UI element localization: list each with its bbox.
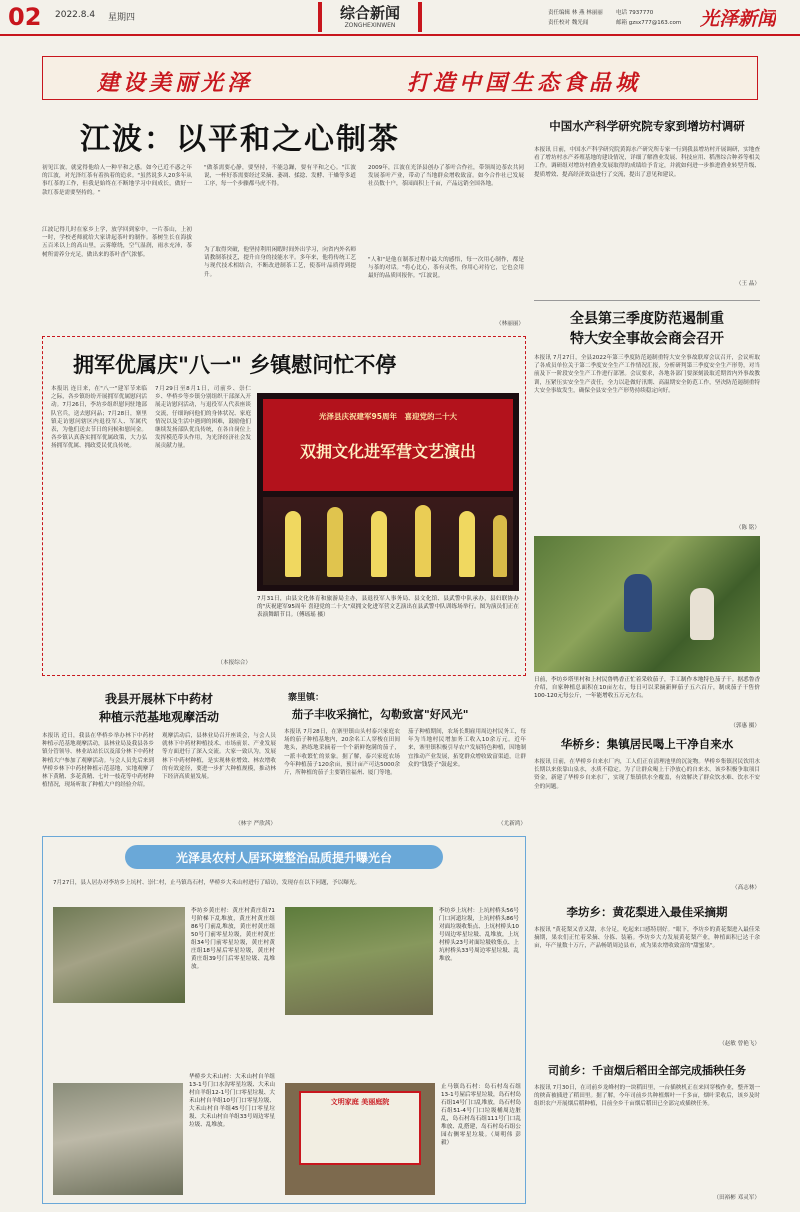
article-byline: （王 晶） bbox=[735, 281, 760, 287]
article-tianjian bbox=[534, 536, 760, 732]
article-yongjun bbox=[42, 336, 526, 676]
article-byline: （尤新鸿） bbox=[498, 821, 526, 827]
article-byline: （本报综合） bbox=[217, 660, 251, 666]
article-yaocai bbox=[42, 686, 276, 832]
article-siqian bbox=[534, 1060, 760, 1206]
article-para: "人和"是他在制茶过程中最大的感悟，每一次用心制作，都是与茶的对话。"将心比心，茶有灵性，你用心对待它，它也会用最好的品质回报你。"江波说。 bbox=[368, 257, 524, 280]
slogan-banner bbox=[42, 56, 758, 100]
masthead-rule bbox=[0, 34, 800, 36]
article-huanjing bbox=[42, 836, 526, 1204]
article-jiangbo bbox=[42, 104, 526, 330]
article-byline: （高志林） bbox=[732, 885, 760, 891]
article-byline: （林丽丽） bbox=[496, 321, 524, 327]
exposure-photo-1 bbox=[53, 907, 185, 1003]
notice-board bbox=[299, 1091, 421, 1165]
article-lifang bbox=[534, 904, 760, 1054]
dancer-figure bbox=[371, 511, 387, 577]
dancer-figure bbox=[493, 515, 507, 577]
phone-info: 电话 7937770 bbox=[616, 10, 654, 16]
article-body-right: 7月29日至8月1日，司前乡、崇仁乡、华桥乡等乡镇分别组织干部深入开展走访慰问活动，与退役军人代表座谈交流，仔细询问他们的身体状况、家庭情况以及生活中遇到的困难，鼓励他们继续发扬部队优良传统，在各自岗位上发挥模范带头作用，为光泽经济社会发展贡献力量。 bbox=[155, 386, 251, 450]
stage-photo bbox=[257, 393, 519, 591]
article-body: 本报讯 日前，中国水产科学研究院黄海水产研究所专家一行到我县增坊村开展调研，实地查看了增坊村水产养殖基地的建设情况，详细了解渔业发展、科技应用、稻渔综合种养等相关工作。调研组对增坊村渔业发展取得的成绩给予肯定，并就如何进一步推进渔业转型升级、提质增效、提高经济效益进行了交流，提出了意见和建议。 bbox=[534, 147, 760, 178]
photo-caption: 日前，李坊乡塔里村和上村民鲁鸭香正忙着采收茄子，手工制作本地特色茄子干。据悉鲁香介绍，自家种植总面积在10亩左右，每日可以采摘新鲜茄子五六百斤，制成茄子干售价100-120元每公斤，一年能增收五万元左右。 bbox=[534, 677, 760, 699]
article-para: 初见江波，就觉得他给人一种平和之感。如今已近不惑之年的江波，对光泽红茶有着执着的追求。"虽然说多人20多年从事红茶的工作，但我是始终在不断地学习中间成长，做好一款红茶是需要坚持的。" bbox=[42, 165, 192, 196]
notice-board-title: 文明家庭 美丽庭院 bbox=[330, 1098, 390, 1106]
article-title: 光泽县农村人居环境整治品质提升曝光台 bbox=[175, 851, 392, 865]
article-title: 拥军优属庆"八一" 乡镇慰问忙不停 bbox=[73, 352, 397, 377]
article-huaqiao bbox=[534, 736, 760, 896]
article-body: 本报讯 "黄花梨又香又甜，水分足，吃起来口感特别好。"眼下，李坊乡的黄花梨进入最佳采摘期，果农们正忙着采摘、分拣、装箱。李坊乡大力发展黄花梨产业，种植面积已达千余亩，年产量数十万斤，产品畅销周边县市，成为果农增收致富的"甜蜜果"。 bbox=[534, 927, 760, 950]
photo-caption: 7月31日，由县文化体育和旅游局主办，县退役军人事务局、县文化馆、县武警中队承办，县妇联协办的"庆祝建军95周年 喜迎党的二十大"双拥文化进军营文艺演出在县武警中队训练场举行。图为演员们正在表演舞蹈节目。（傅瑶瑶 摄） bbox=[257, 596, 519, 618]
article-byline: （陈 铭） bbox=[735, 525, 760, 531]
article-title-line2: 特大安全事故会商会召开 bbox=[570, 331, 724, 347]
exposure-title-bar bbox=[125, 845, 443, 869]
stage-backdrop bbox=[263, 399, 513, 491]
article-body-right: 茄子种植期间，农场长期雇用周边村民务工，每年为当地村民增加务工收入10余万元。近年来，寨里镇积极引导农户发展特色种植，因地制宜推动产业发展，拓宽群众增收致富渠道，让群众的"钱袋子"鼓起来。 bbox=[408, 729, 526, 768]
stage-banner-top: 光泽县庆祝建军95周年 喜迎党的二十大 bbox=[319, 412, 457, 421]
slogan-right: 打造中国生态食品城 bbox=[407, 70, 642, 96]
article-para: "做茶需要心静，要坚持，不能急躁，要有平和之心。"江波说，一杯好茶需要经过采摘、萎凋、揉捻、发酵、干燥等多道工序，每一个步骤都马虎不得。 bbox=[204, 165, 356, 188]
article-title: 江波：以平和之心制茶 bbox=[80, 122, 400, 157]
date: 2022.8.4 bbox=[55, 10, 96, 20]
column-divider bbox=[534, 300, 760, 301]
article-para: 2009年，江波在光泽县创办了茶叶合作社，带领周边茶农共同发展茶叶产业，带动了当地群众增收致富。如今合作社已发展社员数十户，茶园面积上千亩，产品远销全国各地。 bbox=[368, 165, 524, 188]
photo-caption: 李坊乡黄庄村：黄庄村黄庄组71号阶梯下乱堆放，黄庄村黄庄组86号门前乱堆放，黄庄村黄庄组50号门前零星垃圾，黄庄村黄庄组34号门前零星垃圾，黄庄村黄庄组18号屋后零星垃圾，黄庄村黄庄组39号门后零星垃圾、乱堆放。 bbox=[191, 908, 275, 970]
photo-caption: 华桥乡大禾山村：大禾山村自羊组13-1号门口水沟零星垃圾、大禾山村自羊组12-1号门口零星垃圾、大禾山村自羊组10号门口零星垃圾、大禾山村自羊组45号门口零星垃圾、大禾山村自羊组33号周边零星垃圾、乱堆放。 bbox=[189, 1074, 275, 1128]
article-body-left: 本报讯 连日来，在"八一"建军节来临之际，各乡镇纷纷开展拥军优属慰问活动。7月26日，李坊乡组织慰问驻地部队官兵，送去慰问品；7月28日，寨里镇走访慰问辖区内退役军人、军属代表，为他们送去节日的问候和慰问金。各乡镇认真落实拥军优属政策，大力弘扬拥军优属、拥政爱民优良传统。 bbox=[51, 386, 147, 450]
photo-caption: 止马镇岛石村：岛石村岛石组13-1号屋后零星垃圾，岛石村岛石组14号门口乱堆放，岛石村岛石组51-4号门口垃圾桶周边脏乱，岛石村岛石组111号门口乱堆放、乱搭建，岛石村岛石组公园右侧零星垃圾。（周明伟 彭毅） bbox=[441, 1084, 521, 1146]
farmer-figure bbox=[690, 588, 714, 640]
email-info: 邮箱 gzsx777@163.com bbox=[616, 20, 682, 26]
article-body-left: 本报讯 7月28日，在寨里镇山头村泰兴家庭农场的茄子种植基地内，20余名工人穿梭在田间地头，熟练地采摘着一个个新鲜饱满的茄子，一派丰收繁忙的景象。据了解，泰兴家庭农场今年种植茄子120余亩，预计亩产可达5000余斤，所种植的茄子主要销往福州、厦门等地。 bbox=[284, 729, 400, 777]
article-body-right: 观摩活动后，县林业局召开座谈会，与会人员就林下中药材种植技术、市场前景、产业发展等方面进行了深入交流。大家一致认为，发展林下中药材种植，是实现林业增效、林农增收的有效途径，要进一步扩大种植规模，推动林下经济高质量发展。 bbox=[162, 733, 276, 781]
photo-caption: 李坊乡上坑村：上坑村桥头56号门口河道垃圾，上坑村桥头86号对面垃圾收集点、上坑村桥头10号周边零星垃圾、乱堆放，上坑村桥头23号对面垃圾收集点、上坑村桥头33号周边零星垃圾、乱堆放。 bbox=[439, 908, 519, 962]
farmer-figure bbox=[624, 574, 652, 632]
proof-info: 责任校对 魏光闻 bbox=[548, 20, 589, 26]
article-title: 李坊乡：黄花梨进入最佳采摘期 bbox=[566, 905, 728, 919]
article-shuichan bbox=[534, 118, 760, 296]
page-number: 02 bbox=[8, 3, 42, 31]
photo-byline: （郭惠 摄） bbox=[730, 723, 760, 729]
dancer-figure bbox=[459, 511, 475, 577]
article-qiezi bbox=[284, 686, 526, 832]
article-place: 寨里镇： bbox=[288, 693, 325, 703]
dancers bbox=[263, 497, 513, 585]
dancer-figure bbox=[415, 505, 431, 577]
article-body: 本报讯 7月27日，全县2022年第三季度防范遏制重特大安全事故联席会议召开，会议听取了各成员单位关于第二季度安全生产工作情况汇报，分析研判第三季度安全生产形势，对当前及下一阶段安全生产工作进行部署。会议要求，各地各部门要深刻汲取近期省内外事故教训，压紧压实安全生产责任，全力以赴做好汛期、高温期安全防范工作，坚决防范遏制重特大安全事故发生，确保全县安全生产形势持续稳定向好。 bbox=[534, 355, 760, 394]
article-byline: （林宇 严欣茜） bbox=[235, 821, 276, 827]
section-title-box bbox=[318, 2, 422, 32]
exposure-photo-4 bbox=[285, 1083, 435, 1195]
article-body: 本报讯 日前，在华桥乡自来水厂内，工人们正在清理池里的沉淀物。华桥乡集镇居民饮用水长期以来依靠山泉水，水质不稳定。为了让群众喝上干净放心的自来水，该乡积极争取项目资金，新建了华桥乡自来水厂，实现了集镇供水全覆盖，有效解决了群众饮水难、饮水不安全的问题。 bbox=[534, 759, 760, 790]
article-para: 江波记得儿时在家乡上学，放学回到家中，一片茶山，上初一时，学校老师就给大家讲起茶叶的制作。茶树生长在海拔五百米以上的高山里，云雾缭绕，空气湿润，雨水充沛，茶树所需养分充足，做出来的茶叶香气浓郁。 bbox=[42, 227, 192, 258]
masthead bbox=[0, 0, 800, 40]
article-body-left: 本报讯 近日，我县在华桥乡举办林下中药材种植示范基地观摩活动，县林业局及我县各乡镇分管领导、林业站站长以及部分林下中药材种植大户参加了观摩活动。与会人员先后来到华桥乡林下中药材种植示范基地，实地观摩了林下黄精、多花黄精、七叶一枝花等中药材种植情况，现场听取了种植大户的经验介绍。 bbox=[42, 733, 154, 789]
slogan-left: 建设美丽光泽 bbox=[97, 70, 254, 96]
dancer-figure bbox=[327, 507, 343, 577]
article-title: 司前乡：千亩烟后稻田全部完成插秧任务 bbox=[548, 1064, 746, 1077]
editor-info: 责任编辑 林 燕 林丽丽 bbox=[548, 10, 603, 16]
exposure-photo-3 bbox=[53, 1083, 183, 1195]
dancer-figure bbox=[285, 511, 301, 577]
article-fangfan bbox=[534, 306, 760, 532]
exposure-photo-2 bbox=[285, 907, 433, 1015]
article-title: 茄子丰收采摘忙，勾勒致富"好风光" bbox=[292, 708, 469, 721]
article-byline: （赵敏 曾艳飞） bbox=[719, 1041, 760, 1047]
section-pinyin: ZONGHEXINWEN bbox=[344, 22, 396, 29]
article-byline: （田裕彬 邓灵军） bbox=[713, 1195, 760, 1201]
section-title: 综合新闻 bbox=[339, 4, 400, 22]
article-title-line2: 种植示范基地观摩活动 bbox=[98, 710, 219, 724]
article-para: 为了取得突破，他坚持利用闲暇时间外出学习，向省内外名师请教制茶技艺，提升自身的技能水平。多年来，他将传统工艺与现代技术相结合，不断改进制茶工艺，使茶叶品质得到提升。 bbox=[204, 247, 356, 278]
article-title: 华桥乡：集镇居民喝上干净自来水 bbox=[560, 737, 734, 751]
newspaper-logo: 光泽新闻 bbox=[700, 8, 777, 30]
article-title-line1: 全县第三季度防范遏制重 bbox=[570, 311, 724, 327]
field-photo bbox=[534, 536, 760, 672]
stage-banner-main: 双拥文化进军营文艺演出 bbox=[299, 442, 476, 461]
article-title-line1: 我县开展林下中药材 bbox=[104, 692, 213, 706]
article-title: 中国水产科学研究院专家到增坊村调研 bbox=[549, 119, 745, 133]
article-intro: 7月27日，县人居办对李坊乡上坑村、崇仁村，止马镇岛石村，华桥乡大禾山村进行了暗访，发现存在以下问题，予以曝光。 bbox=[53, 880, 361, 886]
weekday: 星期四 bbox=[108, 13, 136, 23]
article-body: 本报讯 7月30日，在司前乡龙峰村的一块稻田里，一台插秧机正在来回穿梭作业，整齐划一的秧苗被插进了稻田里。据了解，今年司前乡共种植烟叶一千多亩，烟叶采收后，该乡及时组织农户开展烟后稻种植，目前全乡千亩烟后稻田已全部完成插秧任务。 bbox=[534, 1085, 760, 1108]
